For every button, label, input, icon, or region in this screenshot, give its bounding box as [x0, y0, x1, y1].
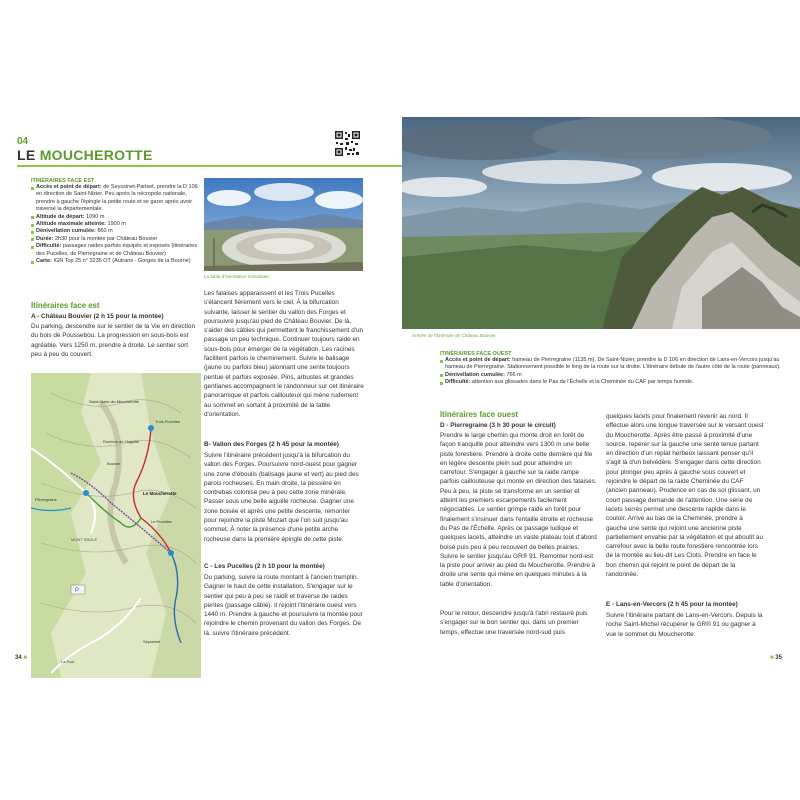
info-item: Difficulté: attention aux glissades dans le Pas de l'Échelle et la Cheminée du CAF par temps humide.: [440, 379, 792, 386]
route-a-continued-text: Les falaises apparaissent et les Trois Pucelles s'élancent fièrement vers le ciel. À la bifurcation suivante, laisser le sentier du vallon des Forges et poursuivre jusqu'au pied de Château Bouvier. De là, s'aider des câbles qui permettent le franchissement d'un passage un peu technique. Continuer toujours raide en sous-bois pour émerger de la végétation. Les racines facilitent parfois le cheminement. Suivre le balisage (jaune ou parfois bleu) jalonnant une sente toujours pentue et parfois exposée. Pins, arbustes et grandes gentianes accompagnent le randonneur sur cet itinéraire panoramique et parfois caillouteux qui mène rudement au sommet en sortant à proximité de la table d'orientation.: [204, 290, 364, 418]
map-label: Seyssinet: [143, 639, 161, 644]
stage-number: 04: [17, 136, 29, 147]
map-label: Saint-Nizier-du-Moucherotte: [89, 399, 140, 404]
map-label: Pierregraine: [35, 497, 57, 502]
svg-text:P: P: [75, 588, 80, 594]
page-number-right: ■ 35: [770, 655, 782, 661]
info-item: Altitude maximale atteinte: 1900 m: [31, 221, 199, 228]
route-d-continued-text: quelques lacets pour finalement revenir au nord. Il effectue alors une longue traversée sur le versant ouest du Moucherotte. Après être passé à proximité d'une source, repérer sur la gauche une sente tenue partant en direction d'un replat herbeux laissant penser qu'il s'agit là d'un belvédère. S'engager dans cette direction pour plonger peu après à gauche sous couvert et rejoindre le départ de la raide Cheminée du CAF (ancien panneau). Prudence en cas de sol glissant, un court passage demande de l'attention. Une série de lacets serrés permet une descente rapide dans le couloir. Arrivé au bas de la Cheminée, prendre à gauche une sente qui rejoint une ancienne piste partiellement envahie par la végétation et qui aboutit au carrefour avec la belle route forestière rencontrée lors de la montée au lieu-dit Les Clots. Prendre en face le bon chemin qui rejoint le point de départ de la randonnée.: [606, 413, 764, 579]
map-label: MONT BRÛLÉ: [71, 537, 98, 542]
title-word-2: MOUCHEROTTE: [39, 147, 153, 163]
info-item: Carte: IGN Top 25 n° 3235 OT (Autrans - Gorges de la Bourne): [31, 258, 199, 265]
info-item: Accès et point de départ: de Seyssinet-Pariset, prendre la D 106 en direction de Saint-Nizier. Peu après la nécropole nationale, prendre à gauche l'épingle la petite route et se garer après avoir traversé la départementale.: [31, 184, 199, 214]
route-d-title: D - Pierregraine (3 h 30 pour le circuit): [440, 422, 556, 429]
route-e-title: E - Lans-en-Vercors (2 h 45 pour la montée): [606, 601, 738, 608]
info-list: [31, 184, 199, 265]
landscape-caption: Arrivée de l'itinéraire de Château Bouvier.: [412, 333, 497, 338]
info-box-west: [440, 351, 792, 387]
landscape-photo: [402, 117, 800, 329]
route-d-return-text: Pour le retour, descendre jusqu'à l'abri restauré puis s'engager sur le bon sentier qui, dans un premier temps, effectue une traversée nord-sud puis: [440, 610, 588, 636]
route-c-text: Du parking, suivre la route montant à l'ancien tremplin. Gagner le haut de cette installation. S'engager sur le sentier qui peu à peu se raidit et traverse de raides pentes (passage câblé). Il rejoint l'itinéraire ouest vers 1440 m. Prendre à gauche et poursuivre la montée pour rejoindre le chemin provenant du vallon des Forges. De là, suivre l'itinéraire précédent.: [204, 574, 363, 637]
route-c-title: C - Les Pucelles (2 h 10 pour la montée): [204, 563, 325, 570]
info-item: Durée: 2h30 pour la montée par Château Bouvier: [31, 236, 199, 243]
info-item: Difficulté: passages raides parfois équipés et exposés (itinéraires des Pucelles, de Pierregraine et de Château Bouvier): [31, 243, 199, 258]
section-title-east: Itinéraires face est: [31, 301, 100, 310]
page-number-left: 34 ■: [15, 655, 27, 661]
route-d-text: Prendre le large chemin qui monte droit en forêt de façon tranquille pour atteindre vers 1300 m une belle piste forestière. Prendre à droite cette dernière qui file en légère descente plein sud pour atteindre un carrefour. S'engager à gauche sur la raide rampe parfois caillouteuse qui monte en direction des falaises. Peu à peu, la piste se transforme en un sentier et atteint les premiers escarpements facilement négociables. Le sentier grimpe raide en forêt pour finalement s'insinuer dans l'entaille étroite et rocheuse du Pas de l'Échelle. Après ce passage ludique et quelques lacets, atteindre un vaste plateau tout d'abord boisé puis peu à peu recouvert de belles prairies. Suivre le sentier jusqu'au GR® 91. Remonter nord-est la piste pour arriver au pied du Moucherotte. Prendre à droite une sente qui mène en quelques minutes à la table d'orientation.: [440, 432, 597, 588]
book-spread: [13, 117, 800, 684]
map-label: Rochers de l'Aiguille: [103, 439, 140, 444]
page-title: [17, 147, 153, 163]
info-header: ITINÉRAIRES FACE EST: [31, 178, 95, 184]
route-e-text: Suivre l'itinéraire partant de Lans-en-Vercors. Depuis la roche Saint-Michel récupérer le GR® 91 ou gagner à vue le sommet du Moucherotte.: [606, 612, 763, 638]
map-label: Trois Pucelles: [155, 419, 180, 424]
info-item: Altitude de départ: 1090 m: [31, 214, 199, 221]
qr-code-icon: [334, 130, 361, 157]
title-rule: [17, 165, 402, 167]
photo-caption: La table d'orientation sommitale.: [204, 274, 270, 279]
left-page: [13, 117, 402, 684]
route-a-title: A - Château Bouvier (2 h 15 pour la montée): [31, 313, 164, 320]
info-header-west: ITINÉRAIRES FACE OUEST: [440, 351, 512, 357]
orientation-table-photo: [204, 178, 363, 271]
route-map: [31, 373, 201, 678]
map-label: Le Moucherotte: [143, 491, 177, 496]
title-word-1: LE: [17, 147, 36, 163]
info-item: Dénivellation cumulée: 860 m: [31, 228, 199, 235]
section-title-west: Itinéraires face ouest: [440, 410, 519, 419]
map-label: La Tour: [61, 659, 75, 664]
map-label: Bouvier: [107, 461, 121, 466]
info-item: Accès et point de départ: hameau de Pierregraine (1135 m). De Saint-Nizier, prendre la D 106 en direction de Lans-en-Vercors jusqu'au hameau de Pierregraine. Stationnement possible le long de la route sur la droite. L'itinéraire débute de l'autre côté de la route (panneaux).: [440, 357, 792, 372]
right-page: [402, 117, 800, 684]
info-box-east: [31, 178, 199, 265]
route-b-title: B- Vallon des Forges (2 h 45 pour la montée): [204, 441, 339, 448]
route-a-text: Du parking, descendre sur le sentier de la Vie en direction du bois de Poussebou. La progression en sous-bois est agréable. Vers 1250 m, prendre à droite. Le sentier sort peu à peu du couvert.: [31, 323, 196, 358]
info-item: Dénivellation cumulée: 766 m: [440, 372, 792, 379]
map-label: Le Pucelles: [151, 519, 172, 524]
route-b-text: Suivre l'itinéraire précédent jusqu'à la bifurcation du vallon des Forges. Poursuivre nord-ouest pour gagner une zone d'éboulis (balisage jaune et vert) au pied des parois rocheuses. En main droite, la pessière en contrebas colonise peu à peu cette zone minérale. Passer sous une belle aiguille rocheuse. Gagner une zone boisée et après une petite descente, remonter pour rejoindre la piste Mozart que l'on suit jusqu'au sommet. À noter la présence d'une petite arche rocheuse dans la première épingle de cette piste.: [204, 452, 359, 543]
info-list-west: [440, 357, 792, 387]
